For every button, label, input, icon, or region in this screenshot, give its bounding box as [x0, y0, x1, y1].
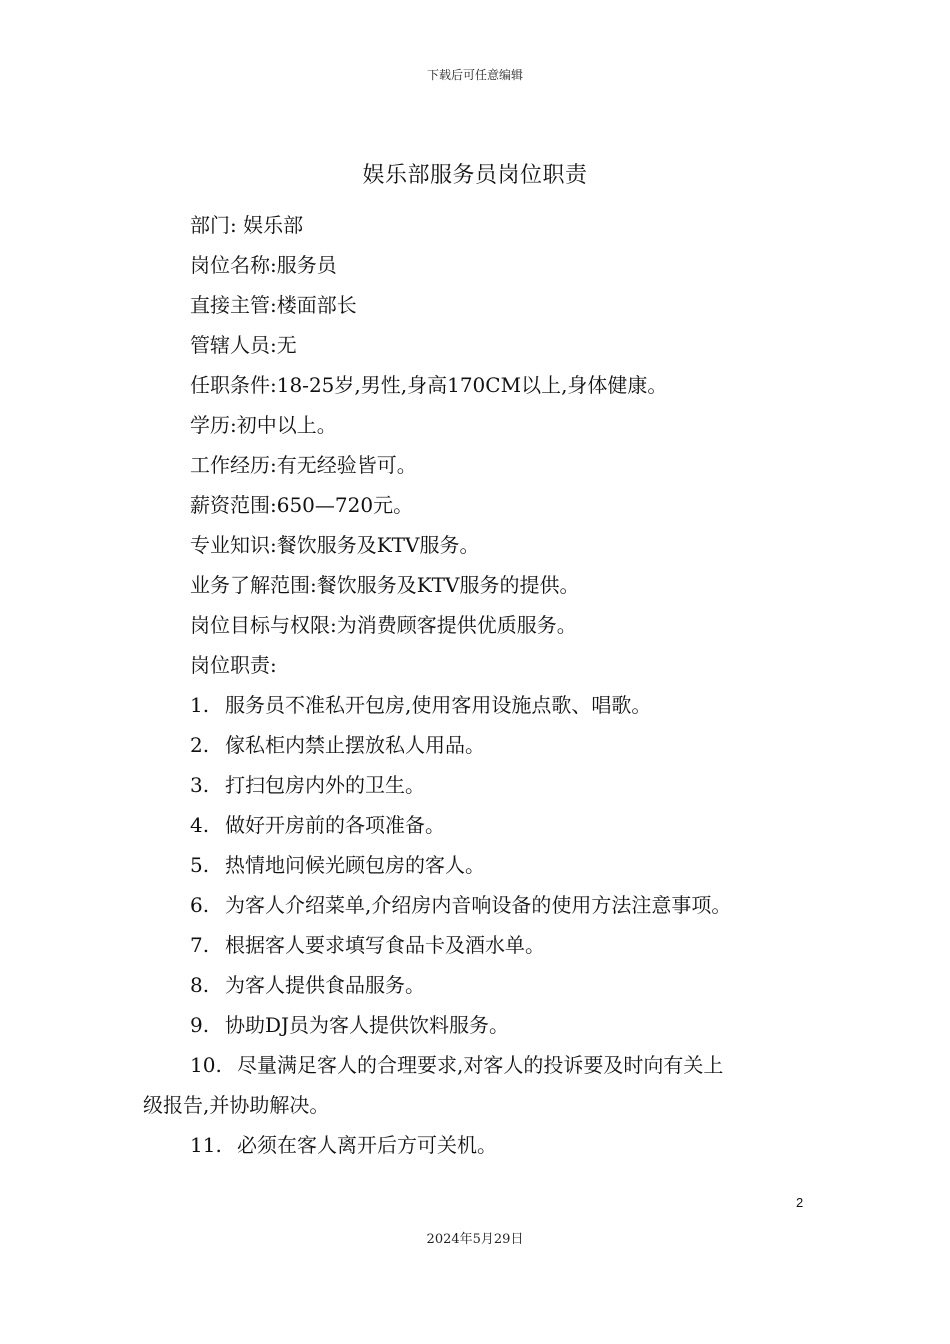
duty-text: 热情地问候光顾包房的客人。	[225, 853, 485, 877]
duty-item-2	[190, 725, 830, 765]
field-goals-authority: 岗位目标与权限:为消费顾客提供优质服务。	[190, 613, 577, 637]
duty-text: 为客人介绍菜单,介绍房内音响设备的使用方法注意事项。	[225, 893, 732, 917]
duty-number: 7.	[190, 933, 210, 957]
duty-number: 2.	[190, 733, 210, 757]
duty-text: 做好开房前的各项准备。	[225, 813, 445, 837]
duty-text: 协助DJ员为客人提供饮料服务。	[225, 1013, 510, 1037]
duty-number: 5.	[190, 853, 210, 877]
duty-item-1	[190, 685, 830, 725]
duty-text: 为客人提供食品服务。	[225, 973, 425, 997]
document-title: 娱乐部服务员岗位职责	[362, 163, 588, 188]
duty-text: 服务员不准私开包房,使用客用设施点歌、唱歌。	[225, 693, 652, 717]
footer-date: 2024年5月29日	[426, 1232, 524, 1247]
duty-item-9	[190, 1005, 830, 1045]
duty-number: 8.	[190, 973, 210, 997]
field-requirements: 任职条件:18-25岁,男性,身高170CM以上,身体健康。	[190, 373, 668, 397]
field-duties-heading: 岗位职责:	[190, 653, 277, 677]
duty-text: 必须在客人离开后方可关机。	[237, 1133, 497, 1157]
field-education: 学历:初中以上。	[190, 413, 337, 437]
duty-item-4	[190, 805, 830, 845]
duty-item-6	[190, 885, 830, 925]
duty-item-5	[190, 845, 830, 885]
field-business-scope: 业务了解范围:餐饮服务及KTV服务的提供。	[190, 573, 580, 597]
duty-number: 10.	[190, 1053, 222, 1077]
page-number: 2	[796, 1195, 804, 1210]
duty-item-11	[190, 1125, 497, 1165]
field-direct-supervisor: 直接主管:楼面部长	[190, 293, 357, 317]
duty-number: 11.	[190, 1133, 222, 1157]
duty-item-3	[190, 765, 830, 805]
duty-text: 打扫包房内外的卫生。	[225, 773, 425, 797]
duty-number: 1.	[190, 693, 210, 717]
duty-text: 尽量满足客人的合理要求,对客人的投诉要及时向有关上	[237, 1053, 724, 1077]
duty-number: 4.	[190, 813, 210, 837]
header-note: 下载后可任意编辑	[426, 68, 523, 82]
duty-text: 根据客人要求填写食品卡及酒水单。	[225, 933, 545, 957]
duty-number: 9.	[190, 1013, 210, 1037]
duty-number: 3.	[190, 773, 210, 797]
field-department: 部门: 娱乐部	[190, 213, 304, 237]
duty-number: 6.	[190, 893, 210, 917]
duty-text-continuation: 级报告,并协助解决。	[143, 1093, 330, 1117]
field-subordinates: 管辖人员:无	[190, 333, 297, 357]
duty-item-10	[143, 1045, 813, 1125]
field-experience: 工作经历:有无经验皆可。	[190, 453, 417, 477]
duty-text: 傢私柜内禁止摆放私人用品。	[225, 733, 485, 757]
field-salary-range: 薪资范围:650—720元。	[190, 493, 414, 517]
duty-item-8	[190, 965, 830, 1005]
field-knowledge: 专业知识:餐饮服务及KTV服务。	[190, 533, 480, 557]
field-position-name: 岗位名称:服务员	[190, 253, 337, 277]
duty-item-7	[190, 925, 830, 965]
document-body	[190, 205, 830, 1045]
